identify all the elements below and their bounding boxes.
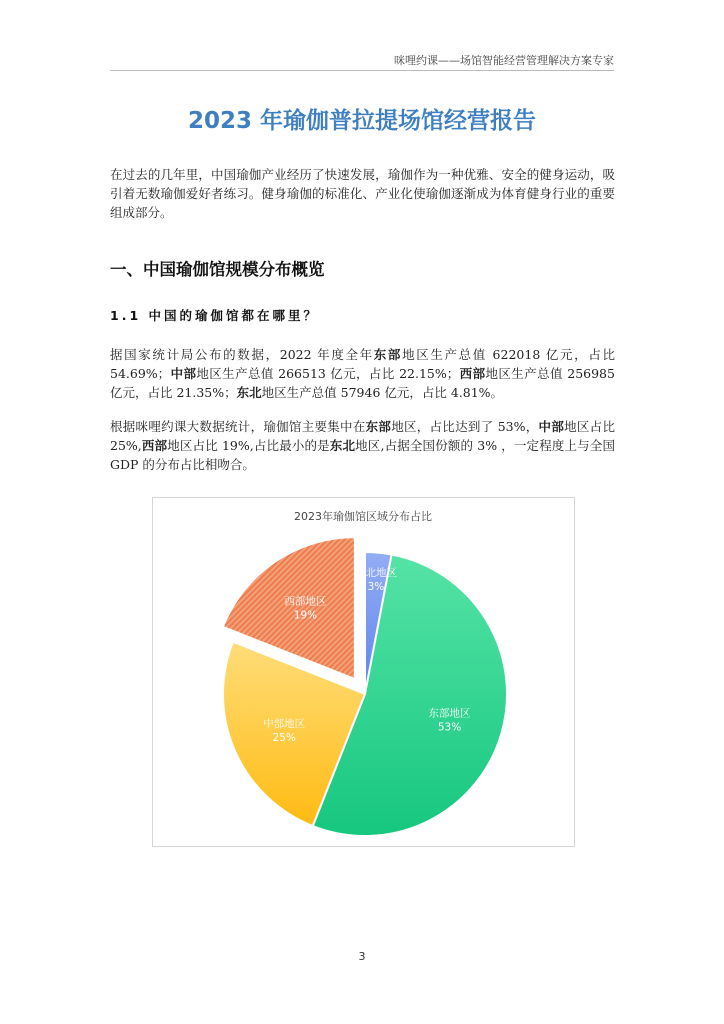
slice-value-label: 25% <box>272 731 296 744</box>
section-heading: 一、中国瑜伽馆规模分布概览 <box>110 260 325 279</box>
text-run: 地区占比 25%, <box>110 419 615 453</box>
intro-paragraph: 在过去的几年里，中国瑜伽产业经历了快速发展，瑜伽作为一种优雅、安全的健身运动，吸引着无数瑜伽爱好者练习。健身瑜伽的标准化、产业化使瑜伽逐渐成为体育健身行业的重要组成部分。 <box>110 167 615 220</box>
pie-chart <box>152 497 575 847</box>
bold-region: 中部 <box>170 366 197 381</box>
text-run: 据国家统计局公布的数据，2022 年度全年 <box>110 347 374 362</box>
text-run: 地区，占比达到了 53%， <box>391 419 539 434</box>
header-divider <box>110 70 614 71</box>
bold-region: 东部 <box>373 347 403 362</box>
distribution-paragraph <box>110 417 615 474</box>
sub-heading: 1.1 中国的瑜伽馆都在哪里？ <box>110 308 319 323</box>
text-run: 地区生产总值 256985 亿元，占比 21.35%； <box>110 366 615 400</box>
slice-category-label: 西部地区 <box>284 595 327 608</box>
slice-category-label: 东部地区 <box>428 707 471 720</box>
bold-region: 西部 <box>141 438 168 453</box>
chart-title: 2023年瑜伽馆区域分布占比 <box>294 510 432 523</box>
pie-chart-svg <box>153 498 574 846</box>
slice-value-label: 53% <box>437 721 462 734</box>
text-run: 根据咪哩约课大数据统计，瑜伽馆主要集中在 <box>110 419 366 434</box>
gdp-paragraph <box>110 345 615 402</box>
slice-category-label: 中部地区 <box>263 717 306 730</box>
page-title: 2023 年瑜伽普拉提场馆经营报告 <box>187 108 537 134</box>
slice-category-label: 东北地区 <box>354 567 397 580</box>
slice-value-label: 3% <box>367 581 385 594</box>
bold-region: 西部 <box>459 366 486 381</box>
text-run: 地区生产总值 57946 亿元，占比 4.81%。 <box>261 385 504 400</box>
text-run: 地区生产总值 266513 亿元，占比 22.15%； <box>196 366 460 381</box>
bold-region: 东北 <box>329 438 356 453</box>
bold-region: 中部 <box>538 419 565 434</box>
bold-region: 东北 <box>236 385 262 400</box>
page-number: 3 <box>358 950 366 963</box>
text-run: 地区,占据全国份额的 3% ，一定程度上与全国 GDP 的分布占比相吻合。 <box>110 438 615 472</box>
text-run: 地区生产总值 622018 亿元，占比 54.69%； <box>110 347 615 381</box>
text-run: 地区占比 19%,占比最小的是 <box>167 438 330 453</box>
header-note: 咪哩约课——场馆智能经营管理解决方案专家 <box>394 54 614 67</box>
slice-value-label: 19% <box>293 609 318 622</box>
bold-region: 东部 <box>365 419 392 434</box>
